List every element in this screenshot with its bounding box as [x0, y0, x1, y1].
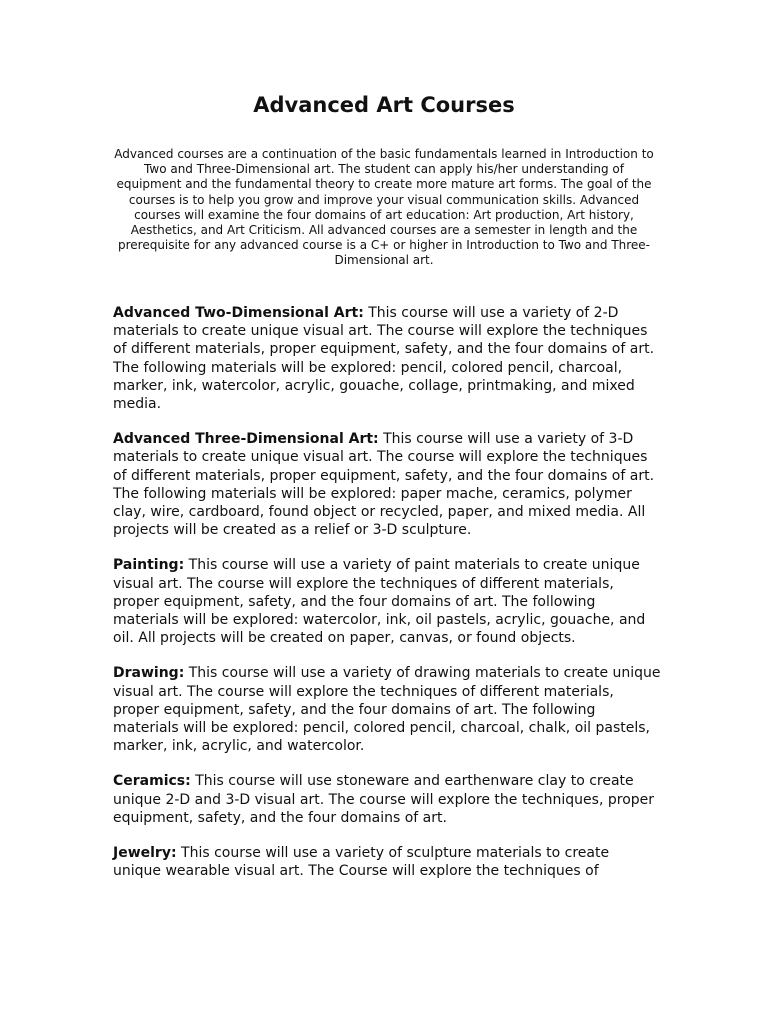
- course-description: This course will use stoneware and earthenware clay to create unique 2-D and 3-D visual art. The course will explore the techniques, proper equipment, safety, and the four domains of art.: [113, 773, 655, 826]
- course-description: This course will use a variety of drawing materials to create unique visual art. The course will explore the techniques of different materials, proper equipment, safety, and the four domains of art. The following materials will be explored: pencil, colored pencil, charcoal, chalk, oil pastels, marker, ink, acrylic, and watercolor.: [113, 665, 661, 755]
- course-name: Advanced Two-Dimensional Art:: [113, 305, 364, 321]
- intro-paragraph: Advanced courses are a continuation of the basic fundamentals learned in Introduction to Two and Three-Dimensional art. The student can apply his/her understanding of equipment and the fundamental theory to create more mature art forms. The goal of the courses is to help you grow and improve your visual communication skills. Advanced courses will examine the four domains of art education: Art production, Art history, Aesthetics, and Art Criticism. All advanced courses are a semester in length and the prerequisite for any advanced course is a C+ or higher in Introduction to Two and Three-Dimensional art.: [114, 147, 654, 268]
- course-painting: [113, 556, 661, 647]
- course-description: This course will use a variety of 3-D materials to create unique visual art. The course will explore the techniques of different materials, proper equipment, safety, and the four domains of art. The following materials will be explored: paper mache, ceramics, polymer clay, wire, cardboard, found object or recycled, paper, and mixed media. All projects will be created as a relief or 3-D sculpture.: [113, 431, 655, 539]
- course-name: Jewelry:: [113, 845, 177, 862]
- course-ceramics: [113, 772, 661, 827]
- course-description: This course will use a variety of paint materials to create unique visual art. The course will explore the techniques of different materials, proper equipment, safety, and the four domains of art. The following materials will be explored: watercolor, ink, oil pastels, acrylic, gouache, and oil. All projects will be created on paper, canvas, or found objects.: [113, 557, 646, 647]
- course-list: [113, 304, 661, 897]
- course-description: This course will use a variety of 2-D materials to create unique visual art. The course will explore the techniques of different materials, proper equipment, safety, and the four domains of art. The following materials will be explored: pencil, colored pencil, charcoal, marker, ink, watercolor, acrylic, gouache, collage, printmaking, and mixed media.: [113, 305, 655, 413]
- course-description: This course will use a variety of sculpture materials to create unique wearable visual art. The Course will explore the techniques of: [113, 845, 610, 880]
- course-jewelry: [113, 844, 661, 880]
- course-name: Painting:: [113, 557, 185, 574]
- course-drawing: [113, 664, 661, 755]
- course-advanced-two-dimensional-art: [113, 304, 661, 413]
- course-advanced-three-dimensional-art: [113, 430, 661, 539]
- course-name: Advanced Three-Dimensional Art:: [113, 431, 379, 448]
- course-name: Ceramics:: [113, 773, 191, 790]
- page-title: Advanced Art Courses: [253, 93, 515, 117]
- course-name: Drawing:: [113, 665, 185, 682]
